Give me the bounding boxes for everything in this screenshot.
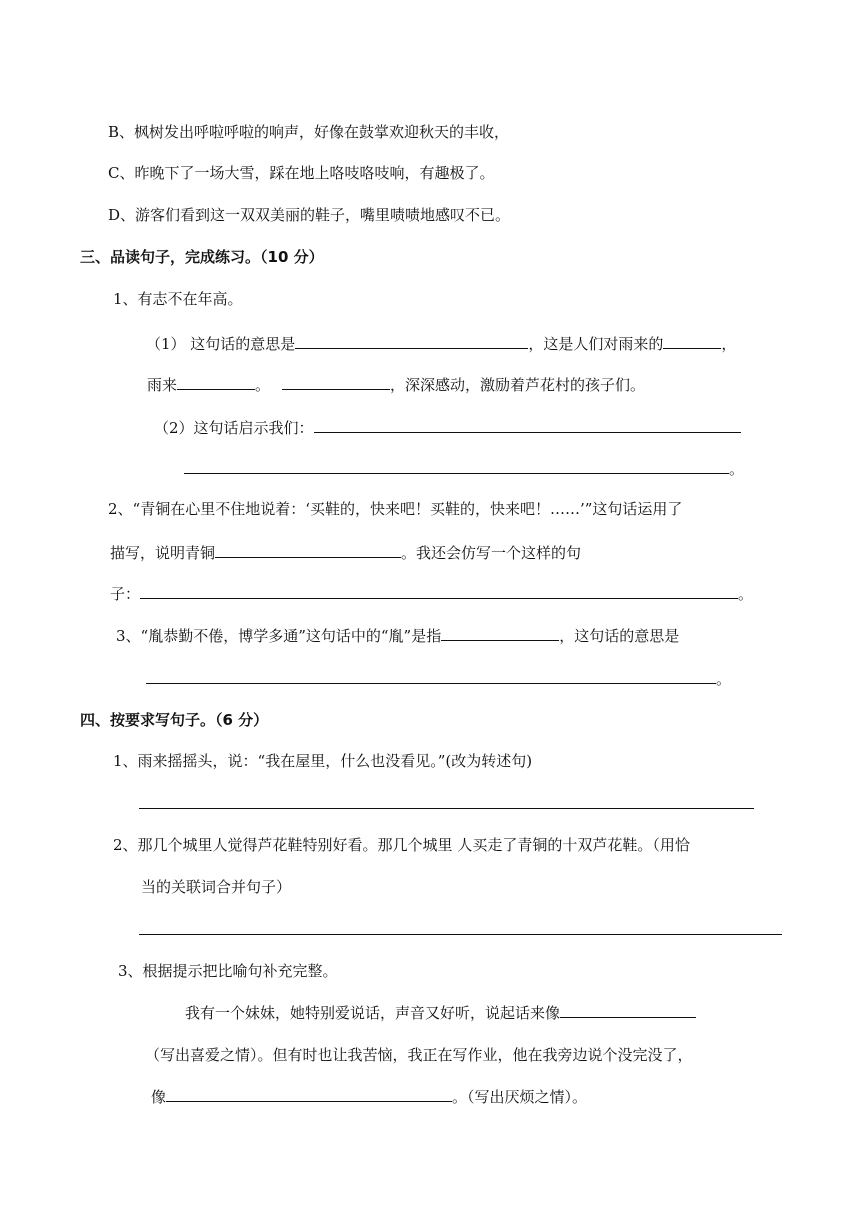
s3-q1-p1-meaning-blank[interactable] [295,333,528,349]
s4-q3-simile-blank-2[interactable] [166,1086,452,1102]
s3-q1-p2-end: 。 [729,460,745,478]
option-d: D、游客们看到这一双双美丽的鞋子，嘴里啧啧地感叹不已。 [108,206,511,224]
s3-q2-line2 [110,542,581,562]
s3-q2-imitation-blank[interactable] [140,583,738,599]
s4-q3-line2: （写出喜爱之情）。但有时也让我苦恼，我正在写作业，他在我旁边说个没完没了， [145,1046,693,1064]
s4-q3-l3-a: 像 [151,1088,167,1106]
s3-q1-part2-line2 [184,458,744,478]
s3-q1-p2-blank-2[interactable] [184,458,729,474]
s3-q2-l3-end: 。 [738,585,754,603]
s4-q1-text: 1、雨来摇摇头，说：“我在屋里，什么也没看见。”(改为转述句) [113,752,533,770]
s3-q1-p1-blank-2[interactable] [663,333,721,349]
option-c: C、昨晚下了一场大雪，踩在地上咯吱咯吱响，有趣极了。 [108,164,495,182]
s3-q2-description-blank[interactable] [215,542,401,558]
s3-q3-line2 [146,668,731,688]
s3-q3-yin-blank[interactable] [441,625,559,641]
s3-q3-l1-a: 3、“胤恭勤不倦，博学多通”这句话中的“胤”是指 [116,627,442,645]
section-three-heading: 三、品读句子，完成练习。（10 分） [80,248,324,266]
s3-q1-stem: 1、有志不在年高。 [113,290,243,308]
s4-q3-line3 [151,1086,587,1106]
s4-q3-line1 [185,1002,696,1022]
s3-q3-meaning-blank[interactable] [146,668,716,684]
s3-q2-l3-a: 子： [110,585,141,603]
s3-q1-part1-line2 [147,374,645,394]
s3-q1-part1-line1 [146,333,736,353]
s3-q2-l2-b: 。我还会仿写一个这样的句 [401,544,582,562]
s3-q1-p1-l2-a: 雨来 [147,376,178,394]
s4-q3-l1-text: 我有一个妹妹，她特别爱说话，声音又好听，说起话来像 [185,1004,561,1022]
s3-q1-p1-l2-c: ，深深感动，激励着芦花村的孩子们。 [390,376,646,394]
s3-q1-part2-line1 [154,417,741,437]
s3-q2-l2-a: 描写，说明青铜 [110,544,216,562]
s4-q3-simile-blank-1[interactable] [560,1002,696,1018]
s3-q1-p1-label: （1） 这句话的意思是 [146,335,296,353]
s4-q3-l3-b: 。（写出厌烦之情）。 [452,1088,588,1106]
s3-q3-line1 [116,625,679,645]
s3-q2-line1: 2、“青铜在心里不住地说着：‘买鞋的，快来吧！买鞋的，快来吧！……’”这句话运用了 [108,500,683,518]
s3-q3-l2-end: 。 [716,670,732,688]
s3-q1-p1-l2-b: 。 [255,376,271,394]
s3-q1-p1-blank-3[interactable] [177,374,255,390]
s4-q3-stem: 3、根据提示把比喻句补充完整。 [118,962,338,980]
s3-q3-l1-b: ，这句话的意思是 [559,627,680,645]
s4-q2-answer-line[interactable] [139,934,782,935]
option-b: B、枫树发出呼啦呼啦的响声，好像在鼓掌欢迎秋天的丰收， [108,123,510,141]
s3-q2-line3 [110,583,753,603]
s3-q1-p2-blank-1[interactable] [314,417,741,433]
s3-q1-p1-blank-4[interactable] [282,374,390,390]
section-four-heading: 四、按要求写句子。（6 分） [80,711,269,729]
s3-q1-p1-mid: ，这是人们对雨来的 [528,335,664,353]
s4-q2-line1: 2、那几个城里人觉得芦花鞋特别好看。那几个城里 人买走了青铜的十双芦花鞋。（用恰 [113,836,690,854]
s3-q1-p1-end: ， [721,335,737,353]
s4-q1-answer-line[interactable] [139,808,754,809]
s3-q1-p2-label: （2）这句话启示我们： [154,419,314,437]
s4-q2-line2: 当的关联词合并句子） [141,878,292,896]
